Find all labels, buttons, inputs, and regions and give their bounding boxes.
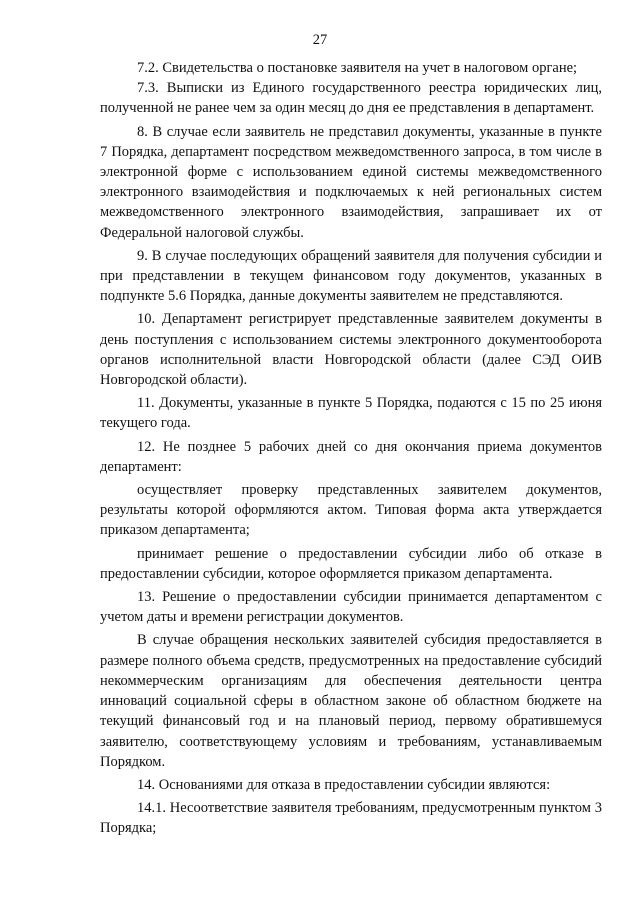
paragraph-7-3: 7.3. Выписки из Единого государственного реестра юридических лиц, полученной не ранее чем за один месяц до дня ее представления в департамент. [100, 80, 602, 117]
paragraph-13: 13. Решение о предоставлении субсидии принимается департаментом с учетом даты и времени регистрации документов. [100, 589, 602, 626]
paragraph-12: 12. Не позднее 5 рабочих дней со дня окончания приема документов департамент: [100, 438, 602, 475]
paragraph-10: 10. Департамент регистрирует представленные заявителем документы в день поступления с использованием системы электронного документооборота органов исполнительной власти Новгородской области (далее СЭД ОИВ Новгородской области). [100, 311, 602, 389]
page-number: 27 [312, 32, 328, 48]
paragraph-8: 8. В случае если заявитель не представил документы, указанные в пункте 7 Порядка, департамент посредством межведомственного запроса, в том числе в электронной форме с использованием единой системы межведомственного электронного взаимодействия и подключаемых к ней региональных систем межведомственного электронного взаимодействия, запрашивает их от Федеральной налоговой службы. [100, 123, 602, 241]
paragraph-11: 11. Документы, указанные в пункте 5 Порядка, подаются с 15 по 25 июня текущего года. [100, 395, 602, 432]
paragraph-12-item-2: принимает решение о предоставлении субсидии либо об отказе в предоставлении субсидии, которое оформляется приказом департамента. [100, 545, 602, 582]
paragraph-9: 9. В случае последующих обращений заявителя для получения субсидии и при представлении в текущем финансовом году документов, указанных в подпункте 5.6 Порядка, данные документы заявителем не представляются. [100, 247, 602, 305]
paragraph-7-2: 7.2. Свидетельства о постановке заявителя на учет в налоговом органе; [137, 60, 578, 76]
paragraph-14: 14. Основаниями для отказа в предоставлении субсидии являются: [137, 776, 551, 793]
paragraph-12-item-1: осуществляет проверку представленных заявителем документов, результаты которой оформляются актом. Типовая форма акта утверждается приказом департамента; [100, 482, 602, 539]
paragraph-14-1: 14.1. Несоответствие заявителя требованиям, предусмотренным пунктом 3 Порядка; [100, 800, 602, 837]
paragraph-13-continued: В случае обращения нескольких заявителей субсидия предоставляется в размере полного объема средств, предусмотренных на предоставление субсидий некоммерческим организациям для обеспечения деятельности центра инноваций социальной сферы в областном законе об областном бюджете на текущий финансовый год и на плановый период, первому обратившемуся заявителю, соответствующему условиям и требованиям, устанавливаемым Порядком. [100, 632, 602, 770]
document-body [100, 58, 602, 839]
